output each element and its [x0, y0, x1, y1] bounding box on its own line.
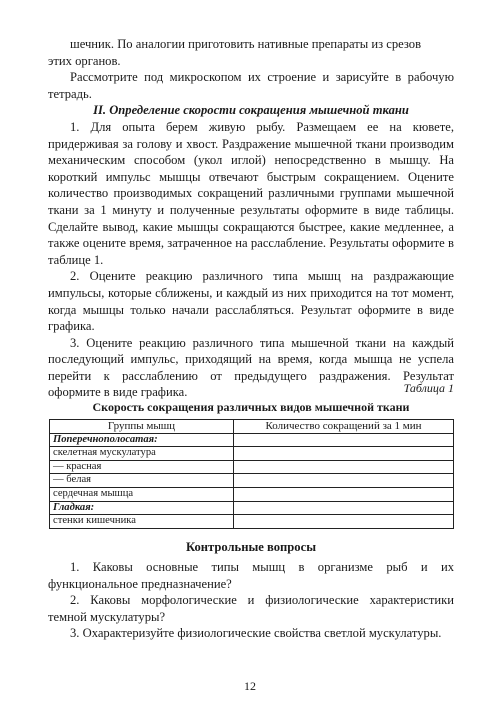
paragraph-step-3: 3. Оцените реакцию различного типа мышечной ткани на каждый последующий импульс, приходящий на время, когда мышца не успела перейти к расслаблению от предыдущего раздражения. Результат оформите в виде графика. [48, 335, 454, 400]
paragraph-step-2: 2. Оцените реакцию различного типа мышц на раздражающие импульсы, которые сближены, и каждый из них приходится на тот момент, когда мышцы только начали расслабляться. Результат оформите в виде графика. [48, 269, 454, 334]
table-row [50, 501, 454, 515]
table-cell-value [234, 474, 454, 488]
table-cell-name: — белая [50, 474, 234, 488]
table-cell-value [234, 433, 454, 447]
table-cell-name: стенки кишечника [50, 515, 234, 529]
table-cell-name: — красная [50, 460, 234, 474]
paragraph-continuation: шечник. По аналогии приготовить нативные препараты из срезов этих органов. [48, 37, 422, 68]
paragraph-microscope: Рассмотрите под микроскопом их строение и зарисуйте в рабочую тетрадь. [48, 70, 454, 101]
questions-block [48, 559, 454, 642]
question-1: 1. Каковы основные типы мышц в организме рыб и их функциональное предназначение? [48, 560, 454, 591]
table-cell-name: Гладкая: [50, 501, 234, 515]
section-title: II. Определение скорости сокращения мышечной ткани [93, 103, 409, 118]
table-row [50, 433, 454, 447]
table-cell-value [234, 487, 454, 501]
question-3: 3. Охарактеризуйте физиологические свойства светлой мускулатуры. [70, 626, 442, 641]
table-row [50, 487, 454, 501]
table-row [50, 447, 454, 461]
table-cell-value [234, 501, 454, 515]
table-cell-value [234, 515, 454, 529]
table-cell-name: скелетная мускулатура [50, 447, 234, 461]
muscle-table [49, 419, 454, 529]
table-cell-name: Поперечнополосатая: [50, 433, 234, 447]
table-cell-value [234, 447, 454, 461]
questions-title: Контрольные вопросы [185, 540, 317, 554]
intro-block [48, 36, 454, 401]
table-cell-name: сердечная мышца [50, 487, 234, 501]
question-2: 2. Каковы морфологические и физиологические характеристики темной мускулатуры? [48, 593, 454, 624]
table-header-count: Количество сокращений за 1 мин [234, 420, 454, 434]
table-label: Таблица 1 [403, 381, 454, 395]
page-number: 12 [244, 679, 256, 693]
table-row [50, 474, 454, 488]
table-row [50, 460, 454, 474]
table-title: Скорость сокращения различных видов мышечной ткани [92, 400, 410, 414]
paragraph-step-1: 1. Для опыта берем живую рыбу. Размещаем ее на кювете, придерживая за голову и хвост. Раздражение мышечной ткани производим механическим способом (укол иглой) непосредственно в мышцу. На короткий импульс мышцы отвечают быстрым сокращением. Оцените количество производимых сокращений различными группами мышечной ткани за 1 минуту и полученные результаты оформите в виде таблицы. Сделайте вывод, какие мышцы сокращаются быстрее, какие медленнее, а также оцените время, затраченное на расслабление. Результаты оформите в таблице 1. [48, 119, 454, 267]
table-header-groups: Группы мышц [50, 420, 234, 434]
table-header-row [50, 420, 454, 434]
table-cell-value [234, 460, 454, 474]
table-row [50, 515, 454, 529]
